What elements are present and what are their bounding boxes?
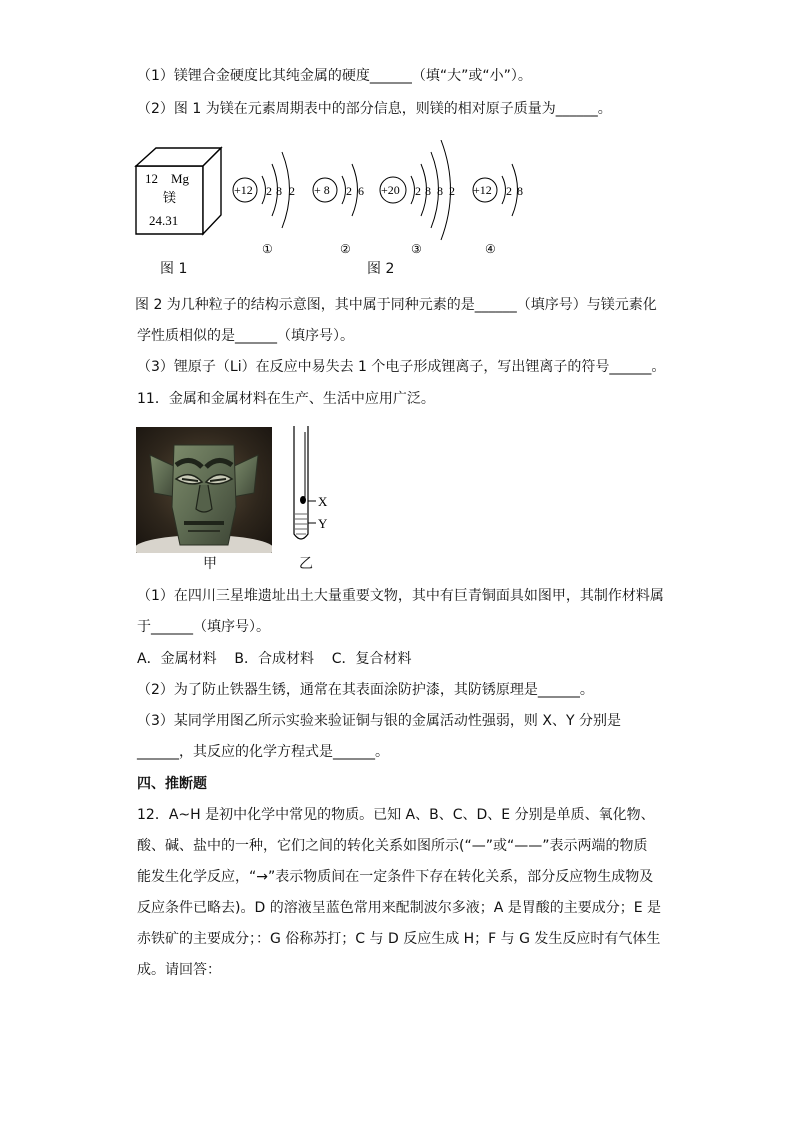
atom3-shell4: 2 (449, 184, 455, 198)
bronze-mask-image (136, 427, 272, 553)
q10-part3: （3）锂原子（Li）在反应中易失去 1 个电子形成锂离子，写出锂离子的符号______。 (137, 359, 666, 375)
atom3-label: ③ (411, 242, 422, 256)
atom2-label: ② (340, 242, 351, 256)
q11-part3a: （3）某同学用图乙所示实验来验证铜与银的金属活动性强弱，则 X、Y 分别是 (137, 713, 621, 729)
atom1-shell1: 2 (266, 184, 272, 198)
q11-part2: （2）为了防止铁器生锈，通常在其表面涂防护漆，其防锈原理是______。 (137, 682, 594, 698)
atom4-label: ④ (485, 242, 496, 256)
q12-line1: 12．A~H 是初中化学中常见的物质。已知 A、B、C、D、E 分别是单质、氧化物、 (137, 807, 655, 823)
element-symbol: Mg (171, 171, 190, 186)
q12-line2: 酸、碱、盐中的一种，它们之间的转化关系如图所示(“—”或“——”表示两端的物质 (137, 838, 648, 854)
atom3-nucleus: +20 (381, 183, 400, 197)
atom3-shell3: 8 (437, 184, 443, 198)
q10-text-3b: 学性质相似的是______（填序号）。 (137, 328, 354, 344)
figure1-periodic-cell (133, 145, 228, 240)
atom3-shell1: 2 (415, 184, 421, 198)
atom1-shell2: 8 (276, 184, 282, 198)
q12-line6: 成。请回答： (137, 962, 221, 978)
atomic-number: 12 (145, 171, 158, 186)
atom3-shell2: 8 (425, 184, 431, 198)
figure2-atom-structures (225, 140, 535, 260)
atom2-shell1: 2 (346, 184, 352, 198)
q10-text-3a: 图 2 为几种粒子的结构示意图，其中属于同种元素的是______（填序号）与镁元素化 (135, 297, 657, 313)
atom1-label: ① (262, 242, 273, 256)
atom1-nucleus: +12 (234, 183, 253, 197)
q10-part2: （2）图 1 为镁在元素周期表中的部分信息，则镁的相对原子质量为______。 (137, 101, 612, 117)
tube-label-y: Y (318, 516, 328, 531)
q11-part3b: ______，其反应的化学方程式是______。 (137, 744, 389, 760)
atom4-shell2: 8 (517, 184, 523, 198)
figure1-caption: 图 1 (160, 261, 188, 277)
q10-part1: （1）镁锂合金硬度比其纯金属的硬度______（填“大”或“小”）。 (137, 68, 532, 84)
tube-label-x: X (318, 494, 328, 509)
atomic-mass: 24.31 (149, 213, 179, 228)
q12-line3: 能发生化学反应，“→”表示物质间在一定条件下存在转化关系，部分反应物生成物及 (137, 869, 654, 885)
test-tube-diagram (285, 424, 335, 550)
q11-title: 11．金属和金属材料在生产、生活中应用广泛。 (137, 391, 435, 407)
figure-yi-label: 乙 (299, 556, 313, 572)
atom2-nucleus: + 8 (314, 183, 330, 197)
atom4-shell1: 2 (506, 184, 512, 198)
q12-line4: 反应条件已略去)。D 的溶液呈蓝色常用来配制波尔多液；A 是胃酸的主要成分；E 是 (137, 900, 662, 916)
atom4-nucleus: +12 (473, 183, 492, 197)
q11-options: A．金属材料 B．合成材料 C．复合材料 (137, 651, 412, 667)
figure-jia-label: 甲 (203, 556, 217, 572)
atom2-shell2: 6 (358, 184, 364, 198)
atom1-shell3: 2 (289, 184, 295, 198)
q11-part1b: 于______（填序号）。 (137, 619, 270, 635)
section-heading: 四、推断题 (137, 776, 207, 792)
figure2-caption: 图 2 (367, 261, 395, 277)
element-name: 镁 (163, 190, 177, 205)
q12-line5: 赤铁矿的主要成分；：G 俗称苏打；C 与 D 反应生成 H；F 与 G 发生反应时有气体生 (137, 931, 661, 947)
q11-part1a: （1）在四川三星堆遗址出土大量重要文物，其中有巨青铜面具如图甲，其制作材料属 (137, 588, 664, 604)
